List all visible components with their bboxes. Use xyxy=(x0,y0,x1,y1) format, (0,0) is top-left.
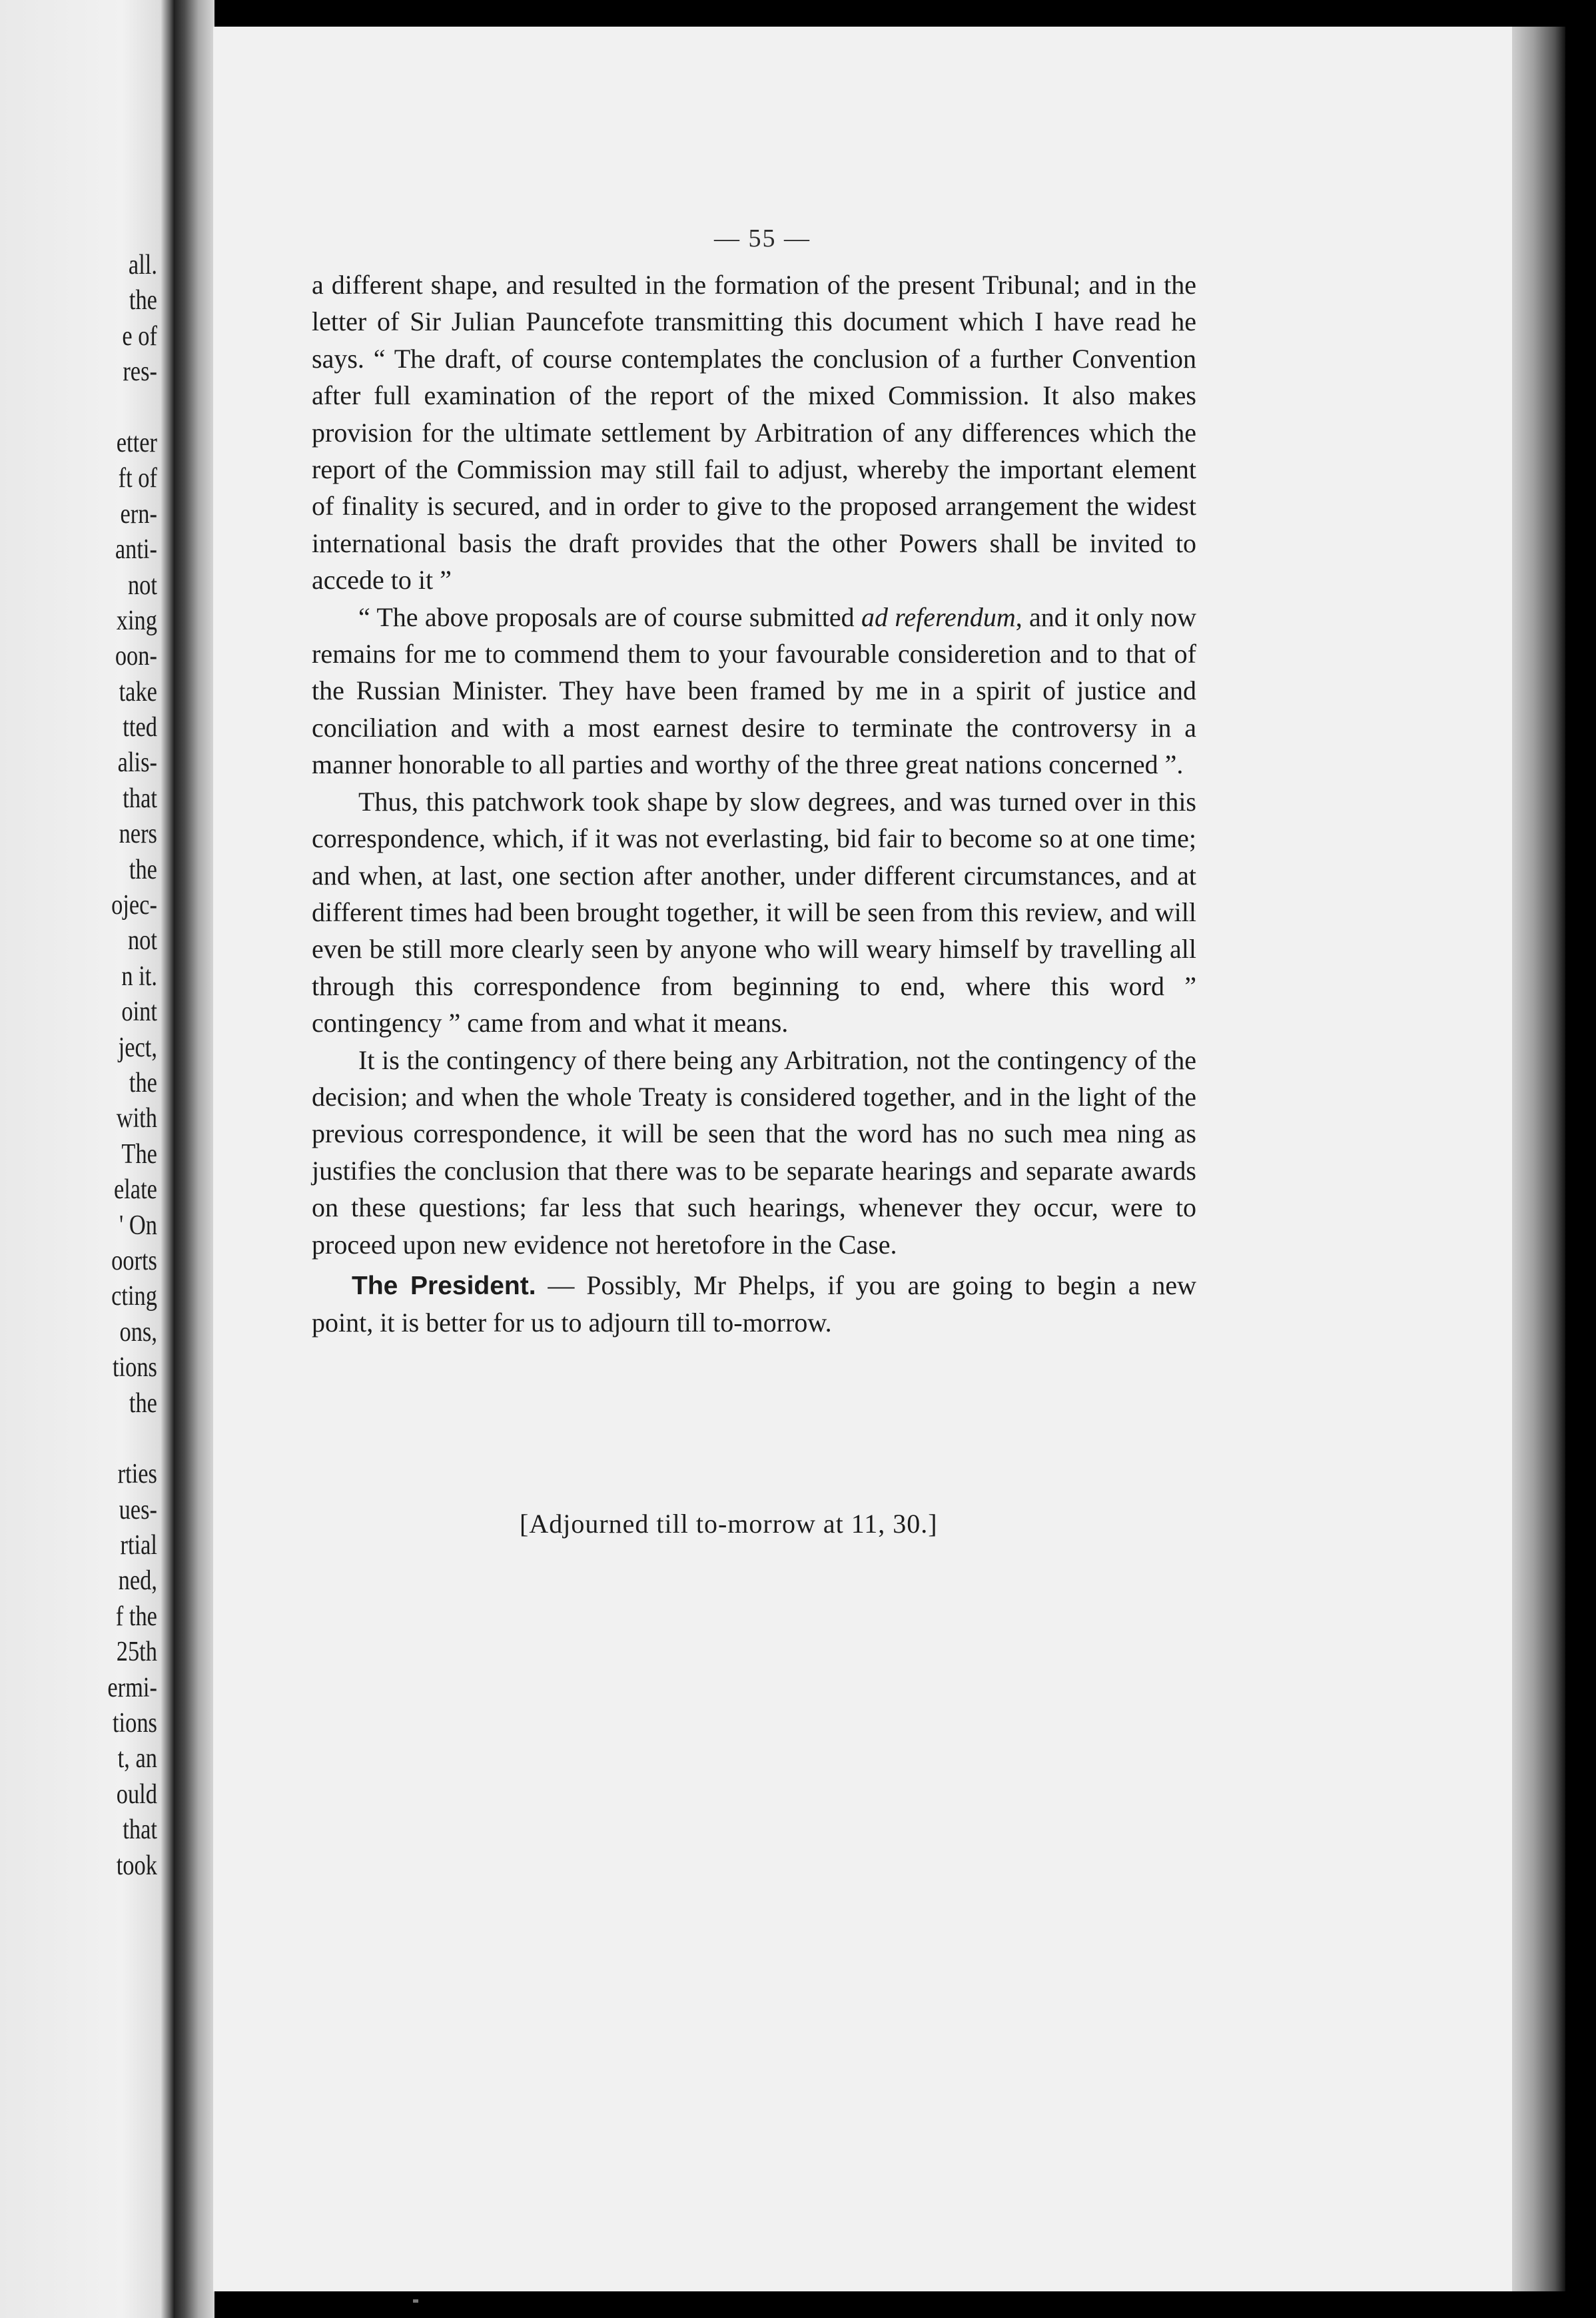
left-fragment: elate xyxy=(114,1174,157,1206)
president-remark-text: — Possibly, Mr Phelps, if you are going to begin a new point, it is better for us to adjourn till to-morrow. xyxy=(312,1270,1196,1338)
left-fragment: tted xyxy=(123,712,157,743)
left-fragment: rties xyxy=(117,1459,157,1490)
left-fragment: f the xyxy=(115,1601,157,1632)
adjournment-note: [Adjourned till to-morrow at 11, 30.] xyxy=(520,1509,938,1539)
speaker-label: The President. xyxy=(352,1271,536,1300)
italic-ad-referendum: ad referendum xyxy=(861,601,1016,632)
left-fragment: ues- xyxy=(119,1494,157,1525)
paragraph-president-remark xyxy=(312,1267,1196,1342)
left-fragment: not xyxy=(127,570,157,601)
left-fragment: ons, xyxy=(119,1316,157,1348)
page-edge-shadow xyxy=(1512,27,1565,2291)
left-fragment: oorts xyxy=(111,1245,157,1276)
left-fragment: res- xyxy=(123,356,157,388)
left-fragment xyxy=(107,1421,157,1457)
left-fragment: cting xyxy=(111,1281,157,1312)
left-fragment: xing xyxy=(116,605,157,636)
scan-speck xyxy=(413,2299,418,2303)
left-fragment: ject, xyxy=(118,1032,157,1063)
left-fragment: ern- xyxy=(120,498,157,530)
left-fragment: ermi- xyxy=(107,1672,157,1703)
paragraph-patchwork: Thus, this patchwork took shape by slow degrees, and was turned over in this correspondence, which, if it was not everlasting, bid fair to become so at one time; and when, at last, one section after another, under different circumstances, and at different times had been brought together, it will be seen from this review, and will even be still more clearly seen by anyone who will weary himself by travelling all through this correspondence from beginning to end, where this word ” contingency ” came from and what it means. xyxy=(312,786,1196,1038)
left-fragment: the xyxy=(129,854,157,885)
left-fragment: n it. xyxy=(121,961,157,992)
left-fragment: ould xyxy=(116,1778,157,1810)
page-number: — 55 — xyxy=(714,224,811,252)
paragraph-contingency: It is the contingency of there being any Arbitration, not the contingency of the decision; and when the whole Treaty is considered together, and in the light of the previous correspondence, it will be seen that the word has no such mea ning as justifies the conclusion that there was to be separate hearings and separate awards on these questions; far less that such hearings, whenever they occur, were to proceed upon new evidence not heretofore in the Case. xyxy=(312,1044,1196,1260)
quote-text-after: , and it only now remains for me to commend them to your favourable consideretion and to that of the Russian Minister. They have been framed by me in a spirit of justice and conciliation and with a most earnest desire to terminate the controversy in a manner honorable to all parties and worthy of the three great nations concerned ”. xyxy=(312,601,1196,780)
left-fragment xyxy=(107,390,157,426)
left-fragment: t, an xyxy=(117,1743,157,1774)
left-fragment: the xyxy=(129,1387,157,1419)
left-fragment: tions xyxy=(113,1708,157,1739)
left-fragment: oint xyxy=(121,996,157,1028)
left-fragment: the xyxy=(129,1067,157,1098)
left-fragment: ned, xyxy=(118,1565,157,1597)
page-body-text xyxy=(312,266,1196,1342)
left-fragment: rtial xyxy=(120,1530,157,1561)
left-fragment: oon- xyxy=(115,641,157,672)
left-fragment: alis- xyxy=(117,747,157,779)
paragraph-proposals-quote xyxy=(312,599,1196,783)
left-fragment: e of xyxy=(122,320,157,352)
left-fragment: ojec- xyxy=(111,890,157,921)
left-fragment: anti- xyxy=(115,534,157,566)
paragraph-letter-continuation: a different shape, and resulted in the formation of the present Tribunal; and in the letter of Sir Julian Pauncefote transmitting this document which I have read he says. “ The draft, of course contemplates the conclusion of a further Convention after full examination of the report of the mixed Commission. It also makes provision for the ultimate settlement by Arbitration of any differences which the report of the Commission may still fail to adjust, whereby the important element of finality is secured, and in order to give to the proposed arrangement the widest international basis the draft provides that the other Powers shall be invited to accede to it ” xyxy=(312,270,1196,595)
left-fragment: ners xyxy=(119,819,157,850)
left-fragment: ft of xyxy=(118,463,157,494)
left-facing-page xyxy=(0,0,175,2318)
left-fragment: not xyxy=(127,925,157,957)
left-page-text-fragments xyxy=(97,248,157,1884)
left-fragment: with xyxy=(116,1103,157,1134)
left-fragment: The xyxy=(121,1138,157,1170)
book-binding-shadow xyxy=(175,0,214,2318)
left-fragment: took xyxy=(116,1850,157,1881)
left-fragment: all. xyxy=(128,250,157,280)
left-fragment: take xyxy=(119,676,157,707)
left-fragment: tions xyxy=(113,1352,157,1383)
left-fragment: the xyxy=(129,285,157,316)
quote-text-before: “ The above proposals are of course submitted xyxy=(358,601,861,632)
left-fragment: 25th xyxy=(116,1637,157,1668)
left-fragment: ' On xyxy=(119,1210,157,1241)
left-fragment: that xyxy=(123,783,157,814)
left-fragment: etter xyxy=(116,427,157,458)
left-fragment: that xyxy=(123,1814,157,1846)
